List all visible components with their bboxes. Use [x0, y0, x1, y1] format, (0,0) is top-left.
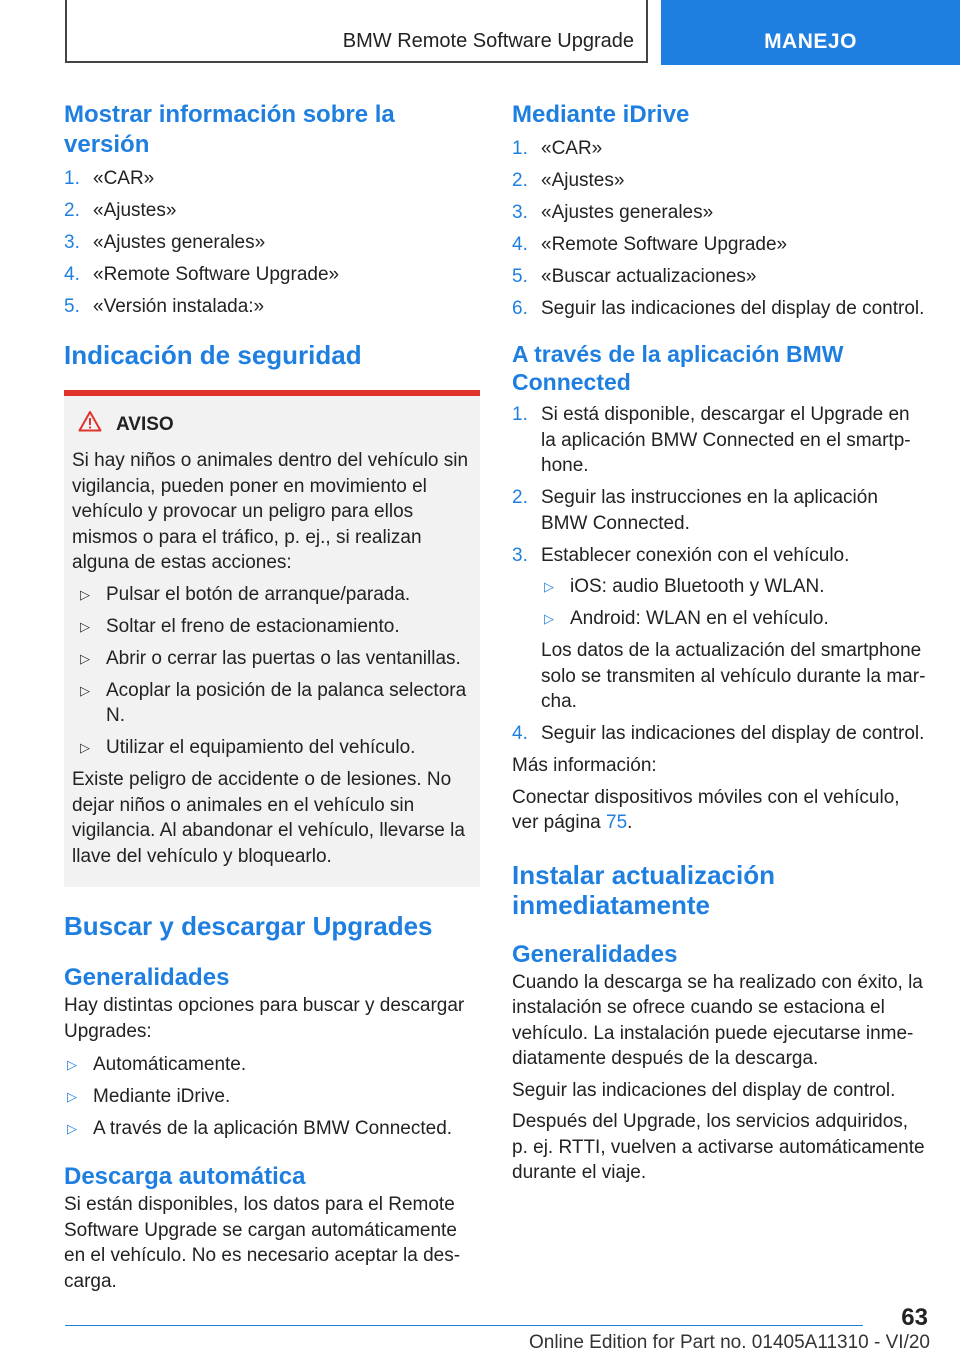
bullet-triangle-icon: ▷ [80, 618, 90, 634]
list-item: ▷ Abrir o cerrar las puertas o las ventanillas. [72, 646, 472, 672]
list-item: ▷ Soltar el freno de estacionamiento. [72, 614, 472, 640]
auto-download-text: Si están disponibles, los datos para el Remote Software Upgrade se cargan automáticamente en el vehículo. No es necesario aceptar la descarga. [64, 1194, 461, 1292]
bullet-triangle-icon: ▷ [67, 1121, 77, 1136]
app-steps [512, 402, 928, 747]
header-title-box [65, 0, 648, 63]
list-item: 3. «Ajustes generales» [64, 232, 266, 253]
list-item: ▷ Utilizar el equipamiento del vehículo. [72, 735, 472, 761]
list-item: 5. «Buscar actualizaciones» [512, 266, 757, 287]
bullet-triangle-icon: ▷ [544, 579, 554, 594]
list-item: 6. Seguir las indicaciones del display de control. [512, 298, 925, 319]
install-paragraph-1: Cuando la descarga se ha realizado con éxito, la instalación se ofrece cuando se estaciona el vehículo. La instalación puede ejecutarse inmediatamente después de la descarga. [512, 971, 923, 1069]
general-text: Hay distintas opciones para buscar y descargar Upgrades: [64, 995, 465, 1042]
list-item: 1. Si está disponible, descargar el Upgrade en la aplicación BMW Connected en el smartphone. [512, 404, 911, 476]
auto-download-heading: Descarga automática [64, 1163, 306, 1190]
bullet-triangle-icon: ▷ [80, 682, 90, 698]
list-item: 2. «Ajustes» [512, 170, 625, 191]
warning-triangle-icon [78, 410, 116, 440]
install-paragraph-2: Seguir las indicaciones del display de control. [512, 1079, 896, 1101]
list-item: ▷ Android: WLAN en el vehículo. [541, 606, 928, 632]
list-item: 5. «Versión instalada:» [64, 296, 265, 317]
warning-label: AVISO [116, 414, 174, 435]
list-item: 2. «Ajustes» [64, 200, 177, 221]
warning-box [64, 390, 480, 887]
list-item: ▷ A través de la aplicación BMW Connected. [64, 1116, 480, 1142]
warning-header [78, 410, 472, 440]
bullet-triangle-icon: ▷ [80, 740, 90, 755]
search-heading: Buscar y descargar Upgrades [64, 911, 433, 941]
app-step3-sublist [541, 574, 928, 632]
general-options [64, 1052, 480, 1142]
warning-outro: Existe peligro de accidente o de lesiones. No dejar niños o animales en el vehículo sin vigilancia. Al abandonar el vehículo, llevarse la llave del vehículo y bloquearlo. [72, 769, 465, 867]
document-title: BMW Remote Software Upgrade [342, 30, 634, 52]
warning-actions [72, 582, 472, 761]
bullet-triangle-icon: ▷ [544, 611, 554, 626]
section-label: MANEJO [764, 30, 857, 53]
version-heading: Mostrar información sobre la versión [64, 101, 395, 158]
list-item: ▷ Acoplar la posición de la palanca selectora N. [80, 679, 467, 726]
list-item: ▷ Mediante iDrive. [64, 1084, 480, 1110]
list-item: 4. Seguir las indicaciones del display de control. [512, 723, 925, 744]
page-reference-link[interactable]: 75 [606, 812, 628, 833]
safety-heading: Indicación de seguridad [64, 340, 362, 370]
right-column [512, 100, 928, 1186]
bullet-triangle-icon: ▷ [67, 1089, 77, 1104]
more-info-label: Más información: [512, 755, 657, 776]
list-item: 3. Establecer conexión con el vehículo. ▷ iOS: audio Bluetooth y WLAN. ▷ Android: WLAN en el vehículo. Los datos de la actualización del smartphone solo se transmiten al vehículo durante la marcha. [512, 543, 928, 715]
bullet-triangle-icon: ▷ [80, 650, 90, 666]
app-heading: A través de la aplicación BMW Connected [512, 341, 844, 395]
list-item: 1. «CAR» [512, 138, 603, 159]
footer-edition: Online Edition for Part no. 01405A11310 - VI/20 [528, 1332, 930, 1353]
install-paragraph-3: Después del Upgrade, los servicios adquiridos, p. ej. RTTI, vuelven a activarse automáticamente durante el viaje. [512, 1111, 925, 1183]
list-item: 1. «CAR» [64, 168, 155, 189]
install-general-heading: Generalidades [512, 940, 678, 968]
list-item: ▷ iOS: audio Bluetooth y WLAN. [541, 574, 928, 600]
list-item: 2. Seguir las instrucciones en la aplicación BMW Connected. [512, 487, 878, 534]
warning-intro: Si hay niños o animales dentro del vehículo sin vigilancia, pueden poner en movimiento el vehículo y provocar un peligro para ellos mismos o para el tráfico, p. ej., si realizan alguna de estas acciones: [72, 450, 469, 573]
section-tab [661, 0, 960, 65]
list-item: 3. «Ajustes generales» [512, 202, 714, 223]
install-heading: Instalar actualización inmediatamente [512, 859, 775, 920]
version-steps [64, 166, 480, 320]
list-item: 4. «Remote Software Upgrade» [64, 264, 340, 285]
list-item: ▷ Pulsar el botón de arranque/parada. [72, 582, 472, 608]
bullet-triangle-icon: ▷ [80, 586, 90, 602]
general-heading: Generalidades [64, 964, 230, 991]
list-item: 4. «Remote Software Upgrade» [512, 234, 788, 255]
app-step3-note: Los datos de la actualización del smartphone solo se transmiten al vehículo durante la marcha. [541, 640, 926, 712]
idrive-heading: Mediante iDrive [512, 101, 690, 128]
page-number: 63 [901, 1304, 928, 1331]
more-info-text: Conectar dispositivos móviles con el vehículo, ver página 75. [512, 786, 900, 833]
idrive-steps [512, 136, 928, 322]
list-item: ▷ Automáticamente. [64, 1052, 480, 1078]
footer-divider [65, 1325, 863, 1326]
left-column [64, 100, 480, 1294]
bullet-triangle-icon: ▷ [67, 1057, 77, 1072]
